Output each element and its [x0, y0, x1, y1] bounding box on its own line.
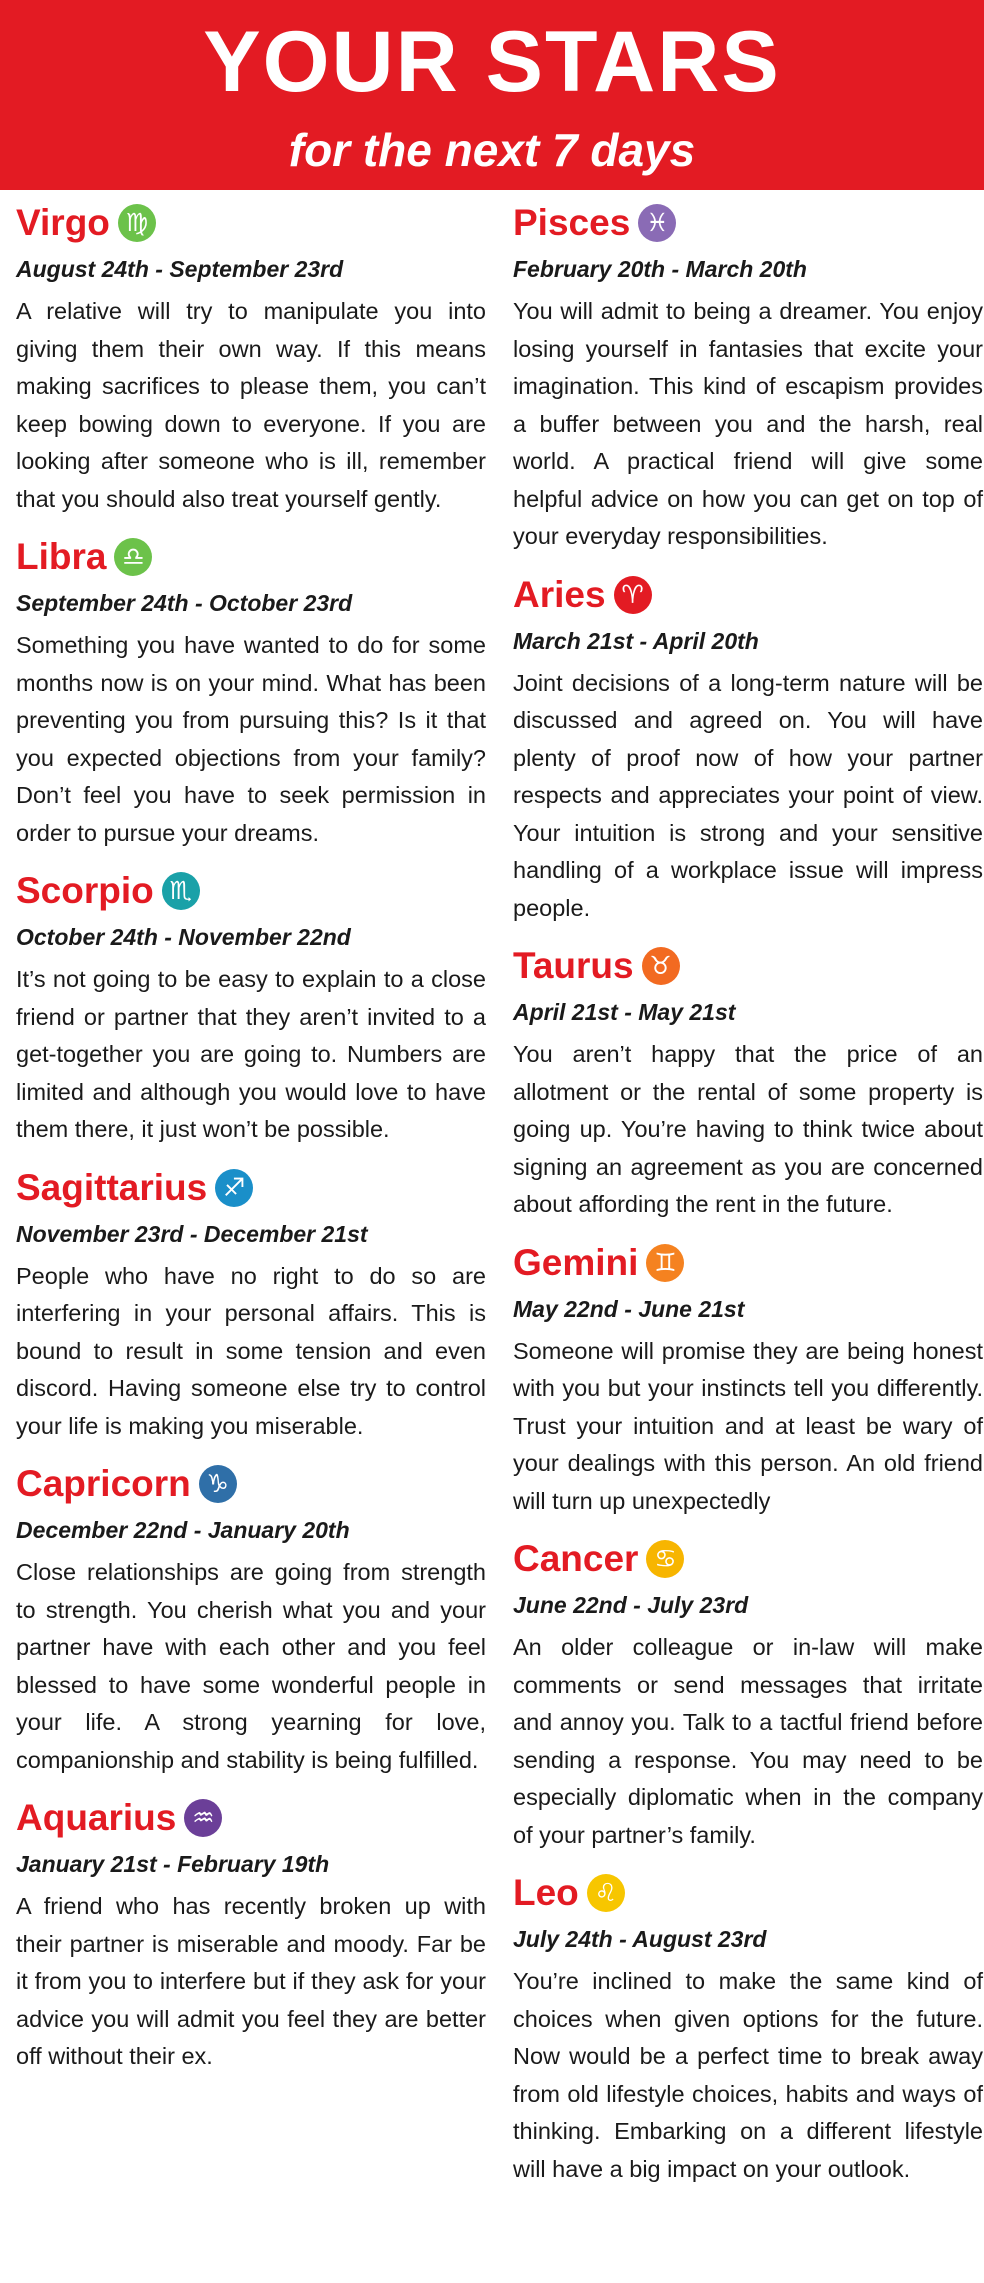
sign-dates: February 20th - March 20th: [513, 256, 807, 282]
left-column: [16, 196, 486, 2088]
sign-header: [16, 864, 486, 918]
cancer-icon: ♋: [646, 1540, 684, 1578]
libra-icon: ♎: [114, 538, 152, 576]
capricorn-icon: ♑: [199, 1465, 237, 1503]
sign-name: Scorpio: [16, 870, 154, 911]
sign-dates: December 22nd - January 20th: [16, 1517, 350, 1543]
sign-name: Aquarius: [16, 1797, 177, 1838]
leo-icon: ♌: [587, 1874, 625, 1912]
sagittarius-icon: ♐: [215, 1169, 253, 1207]
sign-text: Someone will promise they are being honest with you but your instincts tell you differently. Trust your intuition and at least be wary of your dealings with this person. An old friend will turn up unexpectedly: [513, 1337, 983, 1514]
sign-header: [16, 1457, 486, 1511]
sign-dates: September 24th - October 23rd: [16, 590, 353, 616]
sign-dates: June 22nd - July 23rd: [513, 1592, 749, 1618]
sign-header: [16, 530, 486, 584]
sign-text: You will admit to being a dreamer. You enjoy losing yourself in fantasies that excite your imagination. This kind of escapism provides a buffer between you and the harsh, real world. A practical friend will give some helpful advice on how you can get on top of your everyday responsibilities.: [513, 298, 983, 549]
page-title: YOUR STARS: [203, 14, 781, 110]
sign-text: A friend who has recently broken up with their partner is miserable and moody. Far be it from you to interfere but if they ask for your advice you will admit you feel they are better off without their ex.: [16, 1893, 486, 2069]
sign-entry-taurus: [513, 939, 983, 1224]
sign-text: People who have no right to do so are interfering in your personal affairs. This is bound to result in some tension and even discord. Having someone else try to control your life is making you miserable.: [16, 1262, 486, 1439]
sign-dates: August 24th - September 23rd: [16, 256, 344, 282]
sign-text: It’s not going to be easy to explain to a close friend or partner that they aren’t invited to a get-together you are going to. Numbers are limited and although you would love to have them there, it just won’t be possible.: [16, 966, 486, 1142]
sign-text: Joint decisions of a long-term nature will be discussed and agreed on. You will have plenty of proof now of how your partner respects and appreciates your point of view. Your intuition is strong and your sensitive handling of a workplace issue will impress people.: [513, 669, 983, 921]
sign-header: [513, 939, 983, 993]
sign-dates: July 24th - August 23rd: [513, 1926, 767, 1952]
sign-entry-cancer: [513, 1532, 983, 1854]
sign-entry-capricorn: [16, 1457, 486, 1779]
aquarius-icon: ♒: [184, 1799, 222, 1837]
sign-text: You’re inclined to make the same kind of choices when given options for the future. Now would be a perfect time to break away from old lifestyle choices, habits and ways of thinking. Embarking on a different lifestyle will have a big impact on your outlook.: [513, 1968, 983, 2182]
sign-header: [513, 1236, 983, 1290]
sign-name: Gemini: [513, 1241, 639, 1283]
sign-name: Sagittarius: [16, 1166, 208, 1208]
sign-entry-aries: [513, 568, 983, 928]
sign-name: Capricorn: [16, 1463, 191, 1504]
sign-dates: May 22nd - June 21st: [513, 1295, 745, 1322]
header-banner: [0, 0, 984, 190]
sign-entry-scorpio: [16, 864, 486, 1149]
sign-text: An older colleague or in-law will make comments or send messages that irritate and annoy you. Talk to a tactful friend before sending a response. You may need to be especially diplomatic when in the company of your partner’s family.: [513, 1634, 983, 1848]
sign-dates: April 21st - May 21st: [513, 999, 736, 1025]
sign-name: Virgo: [16, 202, 110, 243]
sign-header: [513, 1532, 983, 1586]
sign-entry-pisces: [513, 196, 983, 556]
sign-name: Taurus: [513, 945, 634, 986]
sign-dates: October 24th - November 22nd: [16, 924, 351, 950]
sign-entry-sagittarius: [16, 1161, 486, 1446]
sign-header: [513, 1866, 983, 1920]
sign-header: [16, 196, 486, 250]
sign-entry-aquarius: [16, 1791, 486, 2076]
sign-entry-libra: [16, 530, 486, 852]
sign-entry-virgo: [16, 196, 486, 518]
right-column: [513, 196, 983, 2200]
sign-entry-gemini: [513, 1236, 983, 1521]
sign-dates: November 23rd - December 21st: [16, 1220, 368, 1247]
sign-text: A relative will try to manipulate you into giving them their own way. If this means making sacrifices to please them, you can’t keep bowing down to everyone. If you are looking after someone who is ill, remember that you should also treat yourself gently.: [16, 298, 486, 512]
sign-text: Close relationships are going from strength to strength. You cherish what you and your partner have with each other and you feel blessed to have some wonderful people in your life. A strong yearning for love, companionship and stability is being fulfilled.: [16, 1559, 486, 1773]
page-subtitle: for the next 7 days: [288, 124, 696, 176]
sign-header: [16, 1161, 486, 1215]
sign-name: Libra: [16, 536, 107, 577]
aries-icon: ♈: [614, 576, 652, 614]
sign-header: [513, 196, 983, 250]
sign-name: Leo: [513, 1872, 579, 1913]
sign-name: Pisces: [513, 202, 631, 243]
sign-dates: January 21st - February 19th: [16, 1851, 330, 1877]
sign-name: Aries: [513, 573, 606, 615]
sign-header: [513, 568, 983, 622]
gemini-icon: ♊: [646, 1244, 684, 1282]
taurus-icon: ♉: [642, 947, 680, 985]
pisces-icon: ♓: [638, 204, 676, 242]
sign-text: Something you have wanted to do for some months now is on your mind. What has been preventing you from pursuing this? Is it that you expected objections from your family? Don’t feel you have to seek permission in order to pursue your dreams.: [16, 632, 486, 846]
scorpio-icon: ♏: [162, 872, 200, 910]
sign-entry-leo: [513, 1866, 983, 2188]
sign-header: [16, 1791, 486, 1845]
sign-text: You aren’t happy that the price of an allotment or the rental of some property is going up. You’re having to think twice about signing an agreement as you are concerned about affording the rent in the future.: [513, 1041, 983, 1217]
sign-name: Cancer: [513, 1538, 639, 1579]
virgo-icon: ♍: [118, 204, 156, 242]
sign-dates: March 21st - April 20th: [513, 627, 759, 654]
